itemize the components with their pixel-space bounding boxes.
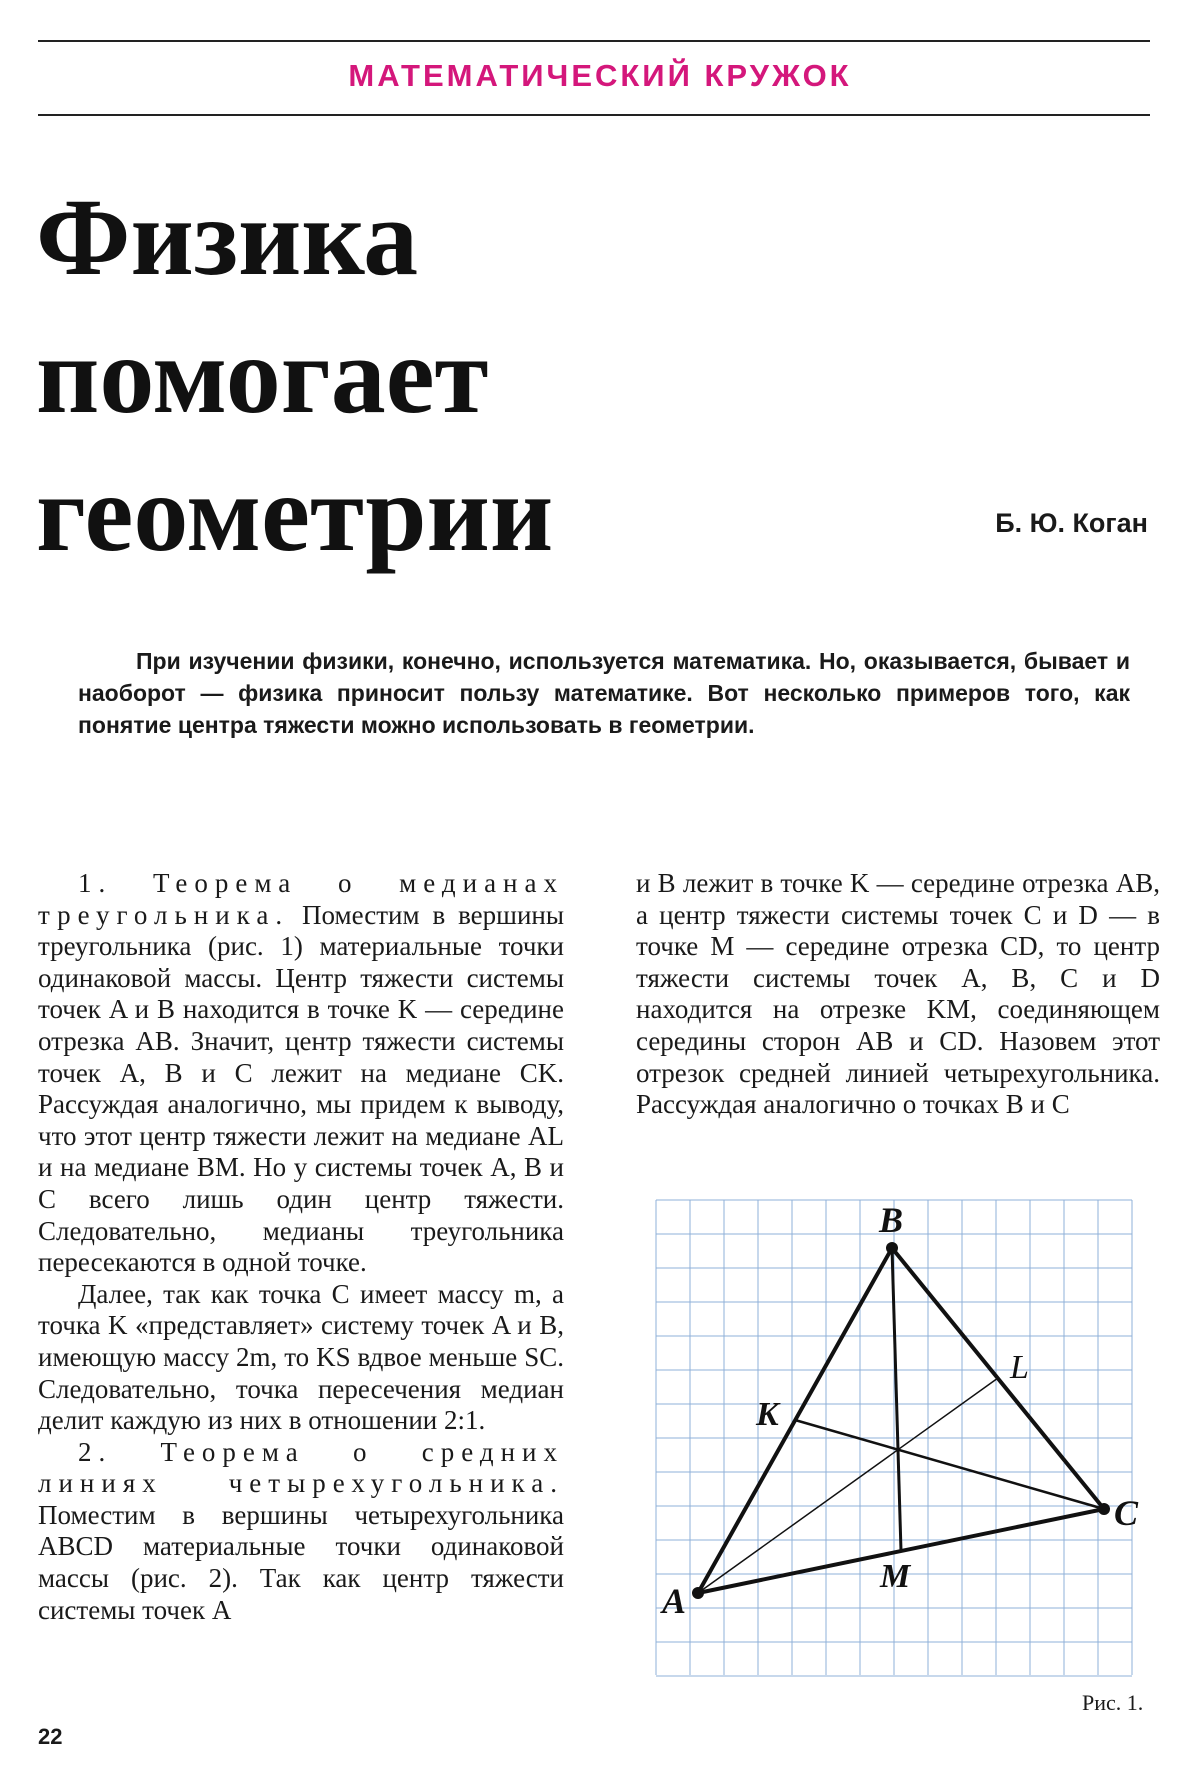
paragraph-continuation: и B лежит в точке K — середине отрезка AB, а центр тяжести системы точек C и D — в точке M — середине отрезка CD, то центр тяжести системы точек A, B, C и D находится на отрезке KM, соединяющем середины сторон AB и CD. Назовем этот отрезок средней линией четырехугольника. Рассуждая аналогично о точках B и C bbox=[636, 868, 1160, 1120]
title-line-2: помогает bbox=[36, 314, 489, 436]
title-line-1: Физика bbox=[36, 176, 419, 298]
figure-caption: Рис. 1. bbox=[1082, 1690, 1144, 1715]
paragraph-ratio: Далее, так как точка C имеет массу m, а точка K «представляет» систему точек A и B, имеющую массу 2m, то KS вдвое меньше SC. Следовательно, точка пересечения медиан делит каждую из них в отношении 2:1. bbox=[38, 1278, 564, 1436]
vertex-c-point bbox=[1098, 1503, 1110, 1515]
article-title bbox=[36, 168, 553, 582]
figure-1 bbox=[636, 1195, 1156, 1695]
title-line-3: геометрии bbox=[36, 452, 554, 574]
median-ck bbox=[795, 1420, 1104, 1509]
page-number: 22 bbox=[38, 1724, 63, 1749]
top-rule bbox=[38, 40, 1150, 42]
text-theorem-1: Поместим в вершины треугольника (рис. 1) материальные точки одинаковой массы. Центр тяжести системы точек A и B находится в точке K — середине отрезка AB. Значит, центр тяжести системы точек A, B и C лежит на медиане CK. Рассуждая аналогично, мы придем к выводу, что этот центр тяжести лежит на медиане AL и на медиане BM. Но у системы точек A, B и C всего лишь один центр тяжести. Следовательно, медианы треугольника пересекаются в одной точке. bbox=[38, 899, 564, 1278]
label-l: L bbox=[1010, 1349, 1029, 1386]
section-title: МАТЕМАТИЧЕСКИЙ КРУЖОК bbox=[348, 58, 852, 93]
author: Б. Ю. Коган bbox=[995, 508, 1148, 538]
label-m: M bbox=[880, 1558, 911, 1595]
vertex-a-point bbox=[692, 1587, 704, 1599]
label-c: C bbox=[1114, 1493, 1139, 1533]
text-theorem-2: Поместим в вершины четырехугольника ABCD материальные точки одинаковой массы (рис. 2). Так как центр тяжести системы точек A bbox=[38, 1499, 564, 1625]
paragraph-theorem-2 bbox=[38, 1437, 564, 1627]
paragraph-theorem-1 bbox=[38, 868, 564, 1279]
label-k: K bbox=[756, 1396, 779, 1433]
lead-paragraph: При изучении физики, конечно, используется математика. Но, оказывается, бывает и наоборот — физика приносит пользу математике. Вот несколько примеров того, как понятие центра тяжести можно использовать в геометрии. bbox=[78, 648, 1130, 738]
right-column bbox=[636, 868, 1160, 1121]
heading-theorem-2: 2. Теорема о средних линиях четырехугольника. bbox=[38, 1436, 564, 1499]
left-column bbox=[38, 868, 564, 1626]
heading-theorem-1: 1. Теорема о медианах треугольника. bbox=[38, 868, 564, 930]
header-rule bbox=[38, 114, 1150, 116]
label-a: A bbox=[662, 1581, 687, 1621]
label-b: B bbox=[879, 1200, 904, 1240]
vertex-b-point bbox=[886, 1242, 898, 1254]
